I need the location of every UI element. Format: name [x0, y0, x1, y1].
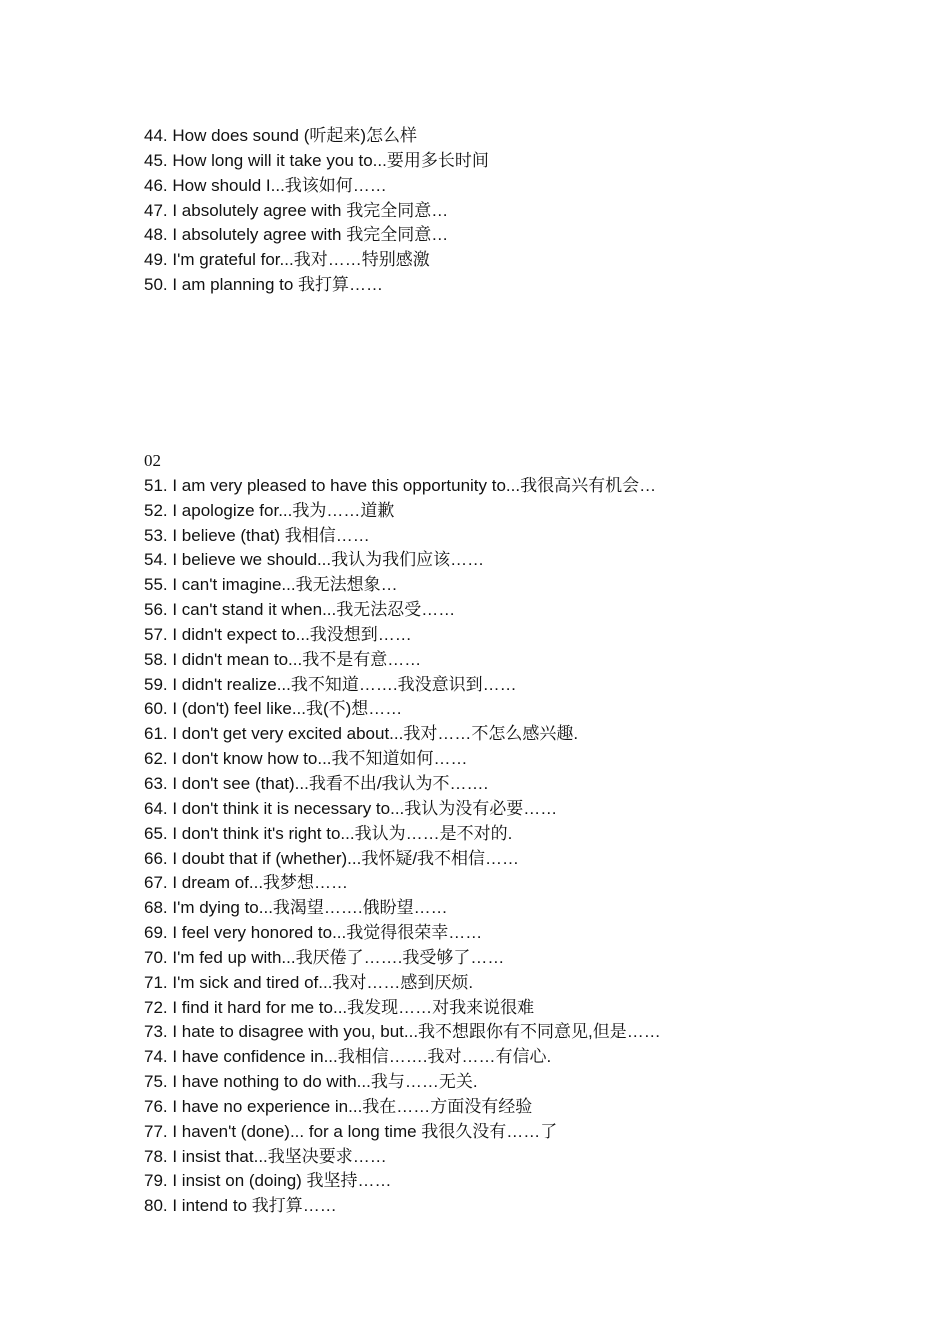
phrase-79: 79. I insist on (doing) 我坚持…… [144, 1171, 392, 1191]
phrase-72: 72. I find it hard for me to...我发现……对我来说很难 [144, 997, 535, 1017]
phrase-56: 56. I can't stand it when...我无法忍受…… [144, 600, 456, 620]
phrase-71: 71. I'm sick and tired of...我对……感到厌烦. [144, 972, 474, 992]
phrase-47: 47. I absolutely agree with 我完全同意… [144, 200, 449, 220]
phrase-50: 50. I am planning to 我打算…… [144, 275, 384, 295]
phrase-80: 80. I intend to 我打算…… [144, 1196, 337, 1216]
phrase-45: 45. How long will it take you to...要用多长时间 [144, 150, 489, 170]
phrase-69: 69. I feel very honored to...我觉得很荣幸…… [144, 923, 483, 943]
phrase-55: 55. I can't imagine...我无法想象… [144, 575, 398, 595]
phrase-list-1 [144, 124, 904, 298]
phrase-48: 48. I absolutely agree with 我完全同意… [144, 225, 449, 245]
phrase-59: 59. I didn't realize...我不知道…….我没意识到…… [144, 674, 517, 694]
phrase-58: 58. I didn't mean to...我不是有意…… [144, 649, 422, 669]
phrase-51: 51. I am very pleased to have this opportunity to...我很高兴有机会… [144, 475, 657, 495]
phrase-52: 52. I apologize for...我为……道歉 [144, 500, 395, 520]
phrase-53: 53. I believe (that) 我相信…… [144, 525, 370, 545]
phrase-67: 67. I dream of...我梦想…… [144, 873, 349, 893]
phrase-61: 61. I don't get very excited about...我对……不怎么感兴趣. [144, 724, 579, 744]
phrase-63: 63. I don't see (that)...我看不出/我认为不……. [144, 773, 489, 793]
phrase-60: 60. I (don't) feel like...我(不)想…… [144, 699, 403, 719]
phrase-75: 75. I have nothing to do with...我与……无关. [144, 1072, 478, 1092]
phrase-57: 57. I didn't expect to...我没想到…… [144, 624, 412, 644]
phrase-65: 65. I don't think it's right to...我认为……是不对的. [144, 823, 513, 843]
phrase-64: 64. I don't think it is necessary to...我认为没有必要…… [144, 798, 558, 818]
phrase-74: 74. I have confidence in...我相信…….我对……有信心. [144, 1047, 552, 1067]
phrase-49: 49. I'm grateful for...我对……特别感激 [144, 250, 430, 270]
section-label: 02 [144, 451, 161, 470]
phrase-68: 68. I'm dying to...我渴望…….俄盼望…… [144, 898, 448, 918]
phrase-70: 70. I'm fed up with...我厌倦了…….我受够了…… [144, 947, 505, 967]
phrase-77: 77. I haven't (done)... for a long time 我很久没有……了 [144, 1121, 558, 1141]
phrase-62: 62. I don't know how to...我不知道如何…… [144, 749, 468, 769]
phrase-54: 54. I believe we should...我认为我们应该…… [144, 550, 485, 570]
phrase-44: 44. How does sound (听起来)怎么样 [144, 126, 418, 145]
phrase-76: 76. I have no experience in...我在……方面没有经验 [144, 1096, 533, 1116]
phrase-66: 66. I doubt that if (whether)...我怀疑/我不相信…… [144, 848, 520, 868]
phrase-78: 78. I insist that...我坚决要求…… [144, 1146, 387, 1166]
phrase-73: 73. I hate to disagree with you, but...我不想跟你有不同意见,但是…… [144, 1022, 661, 1042]
phrase-list-2 [144, 449, 904, 1219]
phrase-46: 46. How should I...我该如何…… [144, 175, 387, 195]
